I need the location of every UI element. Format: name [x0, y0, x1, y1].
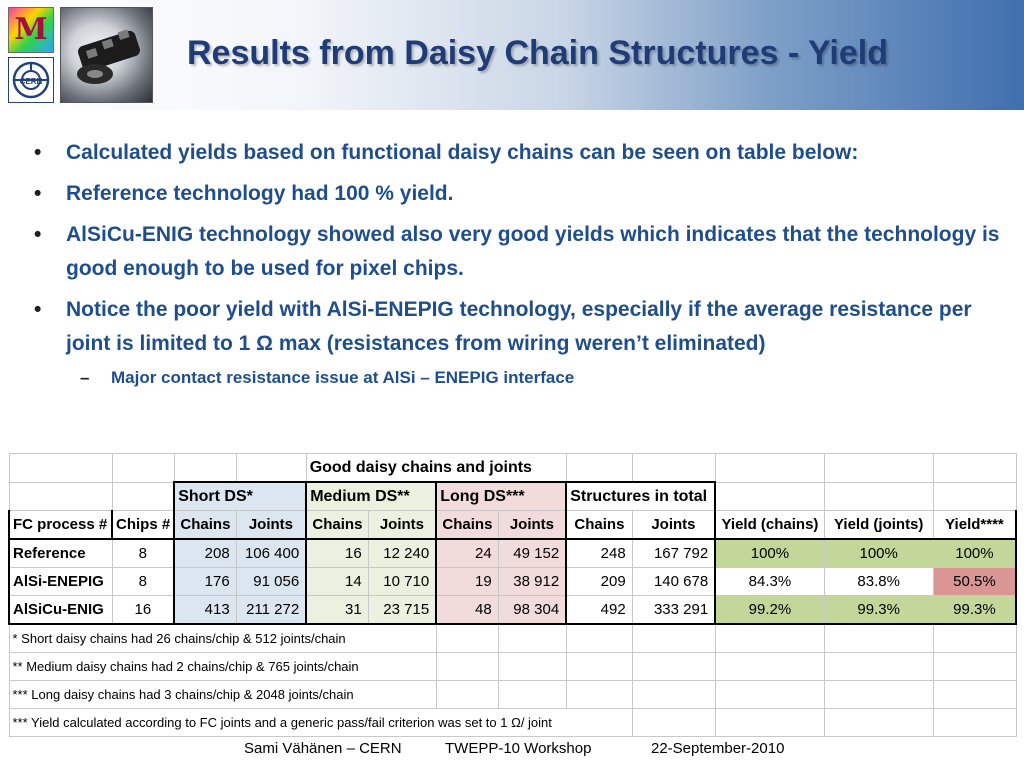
table-cell [632, 709, 715, 737]
yield-chains-cell: 84.3% [715, 568, 824, 596]
table-cell [566, 454, 632, 483]
yield4-cell: 100% [933, 539, 1016, 568]
bullet-list [34, 136, 1004, 391]
yield-chains-cell: 99.2% [715, 596, 824, 625]
long-joints-cell: 49 152 [498, 539, 566, 568]
detector-photo-icon [60, 7, 153, 103]
short-joints-cell: 211 272 [236, 596, 306, 625]
table-cell [9, 482, 112, 511]
note-short: * Short daisy chains had 26 chains/chip & 512 joints/chain [9, 624, 436, 653]
chips-cell: 16 [112, 596, 174, 625]
col-header-medium-chains: Chains [306, 511, 368, 540]
total-chains-cell: 209 [566, 568, 632, 596]
bullet-text: Reference technology had 100 % yield. [66, 182, 454, 205]
footer-author: Sami Vähänen – CERN [244, 740, 402, 757]
total-joints-cell: 333 291 [632, 596, 715, 625]
bullet-marker: • [34, 298, 42, 321]
table-cell [824, 624, 933, 653]
m-logo [8, 7, 54, 53]
medium-joints-cell: 12 240 [368, 539, 436, 568]
medium-chains-cell: 16 [306, 539, 368, 568]
table-cell [436, 681, 498, 709]
table-cell [824, 681, 933, 709]
medium-ds-header: Medium DS** [306, 482, 436, 511]
medium-joints-cell: 23 715 [368, 596, 436, 625]
footer-event: TWEPP-10 Workshop [445, 740, 592, 757]
bullet-marker: • [34, 182, 42, 205]
table-cell [824, 653, 933, 681]
long-chains-cell: 48 [436, 596, 498, 625]
short-chains-cell: 413 [174, 596, 236, 625]
long-chains-cell: 24 [436, 539, 498, 568]
table-cell [566, 653, 632, 681]
table-cell [933, 454, 1016, 483]
table-cell [9, 454, 112, 483]
table-cell [498, 681, 566, 709]
long-joints-cell: 38 912 [498, 568, 566, 596]
short-ds-header: Short DS* [174, 482, 306, 511]
col-header-medium-joints: Joints [368, 511, 436, 540]
yield4-cell: 50.5% [933, 568, 1016, 596]
total-chains-cell: 492 [566, 596, 632, 625]
col-header-chips: Chips # [112, 511, 174, 540]
table-subgroup-row [9, 482, 1016, 511]
bullet-text: Notice the poor yield with AlSi-ENEPIG technology, especially if the average resistance per joint is limited to 1 Ω max (resistances from wiring weren’t eliminated) [66, 298, 972, 355]
medium-chains-cell: 14 [306, 568, 368, 596]
table-cell [566, 624, 632, 653]
bullet-item [34, 218, 1004, 286]
process-cell: Reference [9, 539, 112, 568]
table-note-row [9, 653, 1016, 681]
table-cell [632, 653, 715, 681]
table-cell [715, 681, 824, 709]
table-cell [933, 482, 1016, 511]
slide-header [0, 0, 1024, 110]
long-ds-header: Long DS*** [436, 482, 566, 511]
process-cell: AlSi-ENEPIG [9, 568, 112, 596]
col-header-process: FC process # [9, 511, 112, 540]
yield-table [8, 453, 1017, 737]
short-joints-cell: 91 056 [236, 568, 306, 596]
bullet-marker: • [34, 223, 42, 246]
col-header-total-chains: Chains [566, 511, 632, 540]
note-long: *** Long daisy chains had 3 chains/chip & 2048 joints/chain [9, 681, 436, 709]
process-cell: AlSiCu-ENIG [9, 596, 112, 625]
cern-logo [8, 57, 54, 103]
sub-bullet-item [34, 365, 1004, 391]
chips-cell: 8 [112, 568, 174, 596]
table-cell [824, 482, 933, 511]
table-cell [632, 624, 715, 653]
table-cell [824, 709, 933, 737]
table-cell [566, 681, 632, 709]
col-header-short-chains: Chains [174, 511, 236, 540]
table-cell [715, 454, 824, 483]
col-header-yield4: Yield**** [933, 511, 1016, 540]
total-joints-cell: 140 678 [632, 568, 715, 596]
sub-bullet-marker: – [80, 368, 90, 387]
yield-joints-cell: 99.3% [824, 596, 933, 625]
col-header-yield-joints: Yield (joints) [824, 511, 933, 540]
medium-joints-cell: 10 710 [368, 568, 436, 596]
col-header-long-chains: Chains [436, 511, 498, 540]
table-cell [933, 624, 1016, 653]
table-cell [715, 653, 824, 681]
long-chains-cell: 19 [436, 568, 498, 596]
m-logo-letter: M [14, 12, 48, 47]
table-cell [632, 454, 715, 483]
table-note-row [9, 681, 1016, 709]
table-cell [715, 482, 824, 511]
yield-joints-cell: 100% [824, 539, 933, 568]
chips-cell: 8 [112, 539, 174, 568]
col-header-short-joints: Joints [236, 511, 306, 540]
medium-chains-cell: 31 [306, 596, 368, 625]
bullet-text: AlSiCu-ENIG technology showed also very good yields which indicates that the technology is good enough to be used for pixel chips. [66, 223, 1000, 280]
short-chains-cell: 208 [174, 539, 236, 568]
col-header-long-joints: Joints [498, 511, 566, 540]
bullet-text: Calculated yields based on functional daisy chains can be seen on table below: [66, 141, 859, 164]
table-note-row [9, 624, 1016, 653]
note-yield: *** Yield calculated according to FC joints and a generic pass/fail criterion was set to 1 Ω/ joint [9, 709, 632, 737]
total-structures-header: Structures in total [566, 482, 715, 511]
table-cell [715, 624, 824, 653]
table-cell [436, 653, 498, 681]
table-cell [498, 624, 566, 653]
total-chains-cell: 248 [566, 539, 632, 568]
yield4-cell: 99.3% [933, 596, 1016, 625]
table-cell [933, 681, 1016, 709]
good-chains-group-header: Good daisy chains and joints [306, 454, 566, 483]
long-joints-cell: 98 304 [498, 596, 566, 625]
total-joints-cell: 167 792 [632, 539, 715, 568]
table-cell [498, 653, 566, 681]
bullet-item [34, 293, 1004, 361]
table-cell [824, 454, 933, 483]
table-group-row [9, 454, 1016, 483]
short-chains-cell: 176 [174, 568, 236, 596]
table-cell [436, 624, 498, 653]
footer-date: 22-September-2010 [651, 740, 785, 757]
slide-title: Results from Daisy Chain Structures - Yield [187, 34, 888, 72]
table-note-row [9, 709, 1016, 737]
table-row [9, 596, 1016, 625]
col-header-total-joints: Joints [632, 511, 715, 540]
table-cell [112, 454, 174, 483]
table-cell [632, 681, 715, 709]
table-header-row [9, 511, 1016, 540]
table-row [9, 568, 1016, 596]
note-medium: ** Medium daisy chains had 2 chains/chip & 765 joints/chain [9, 653, 436, 681]
table-cell [715, 709, 824, 737]
table-cell [112, 482, 174, 511]
bullet-marker: • [34, 141, 42, 164]
short-joints-cell: 106 400 [236, 539, 306, 568]
yield-joints-cell: 83.8% [824, 568, 933, 596]
table-cell [174, 454, 236, 483]
table-row [9, 539, 1016, 568]
yield-chains-cell: 100% [715, 539, 824, 568]
table-cell [933, 653, 1016, 681]
table-cell [933, 709, 1016, 737]
bullet-item [34, 136, 1004, 170]
bullet-item [34, 177, 1004, 211]
cern-logo-text: CERN [19, 77, 43, 86]
sub-bullet-text: Major contact resistance issue at AlSi – ENEPIG interface [111, 368, 575, 387]
col-header-yield-chains: Yield (chains) [715, 511, 824, 540]
table-cell [236, 454, 306, 483]
cern-logo-icon [9, 58, 53, 102]
